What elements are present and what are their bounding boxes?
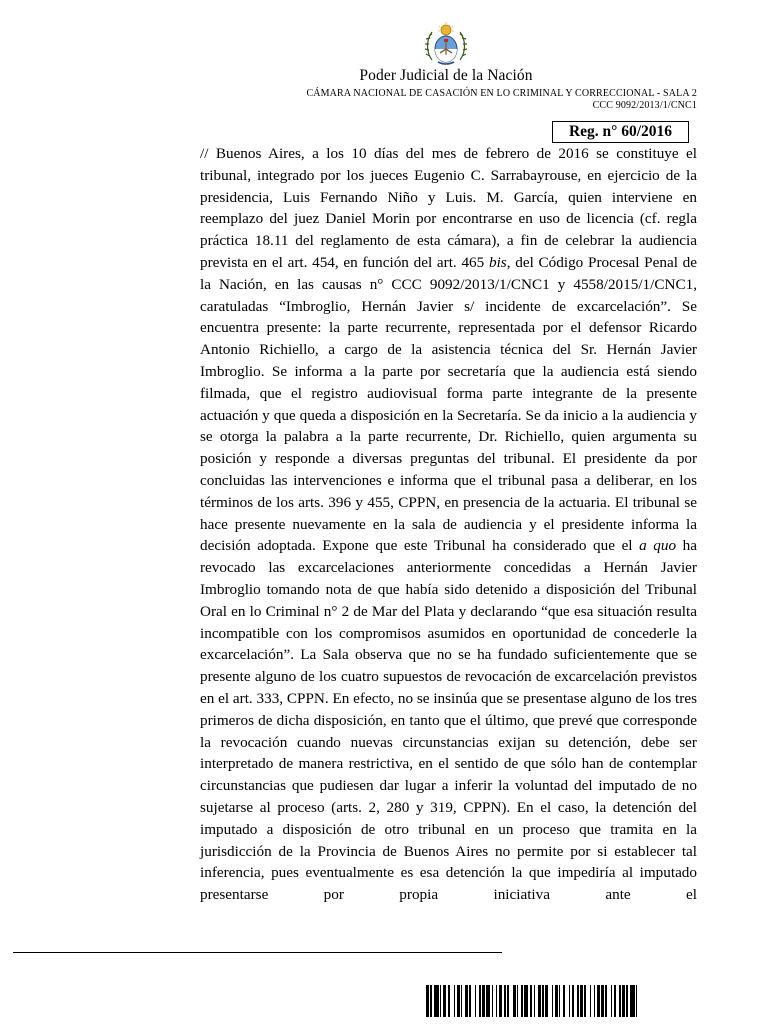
barcode-bar [496,985,497,1017]
barcode-bar [563,985,564,1017]
barcode-bar [457,985,460,1017]
barcode-bar [590,985,591,1017]
barcode-bar [434,985,438,1017]
body-text-1: // Buenos Aires, a los 10 días del mes de febrero de 2016 se constituye el tribunal, integrado por los jueces Eugenio C. Sarrabayrouse, en ejercicio de la presidencia, Luis Fernando Niño y Luis. M. García, quien interviene en reemplazo del juez Daniel Morin por encontrarse en uso de licencia (cf. regla práctica 18.11 del reglamento de esta cámara), a fin de celebrar la audiencia prevista en el art. 454, en función del art. 465 [200,145,697,271]
barcode-bar [499,985,502,1017]
barcode-bar [542,985,543,1017]
barcode-bar [577,985,578,1017]
barcode-bar [530,985,533,1017]
body-text-2: , del Código Procesal Penal de la Nación, en las causas n° CCC 9092/2013/1/CNC1 y 4558/2015/1/CNC1, caratuladas “Imbroglio, Hernán Javier s/ incidente de excarcelación”. Se encuentra presente: la parte recurrente, representada por el defensor Ricardo Antonio Richiello, a cargo de la asistencia técnica del Sr. Hernán Javier Imbroglio. Se informa a la parte por secretaría que la audiencia está siendo filmada, que el registro audiovisual forma parte integrante de la presente actuación y que queda a disposición en la Secretaría. Se da inicio a la audiencia y se otorga la palabra a la parte recurrente, Dr. Richiello, quien argumenta su posición y responde a diversas preguntas del tribunal. El presidente da por concluidas las intervenciones e informa que el tribunal pasa a deliberar, en los términos de los arts. 396 y 455, CPPN, en presencia de la actuaria. El tribunal se hace presente nuevamente en la sala de audiencia y el presidente informa la decisión adoptada. Expone que este Tribunal ha considerado que el [200,253,697,555]
barcode-bar [479,985,480,1017]
barcode-bar [513,985,516,1017]
barcode-bar [619,985,620,1017]
barcode-bar [507,985,508,1017]
barcode-bar [626,985,627,1017]
barcode-bar [552,985,553,1017]
registry-number-box: Reg. n° 60/2016 [552,121,689,143]
barcode-bar [448,985,449,1017]
barcode-bar [524,985,528,1017]
body-italic-bis: bis [488,253,507,271]
page-title: Poder Judicial de la Nación [359,67,533,84]
barcode-bar [461,985,462,1017]
barcode-bar [486,985,490,1017]
case-number: CCC 9092/2013/1/CNC1 [592,99,697,111]
barcode-bar [475,985,476,1017]
barcode-bar [454,985,455,1017]
document-body [200,143,697,906]
barcode-bar [482,985,485,1017]
barcode-bar [622,985,625,1017]
barcode-icon [426,985,760,1017]
barcode-bar [636,985,637,1017]
barcode-bar [538,985,541,1017]
barcode-bar [430,985,431,1017]
barcode-bar [504,985,505,1017]
barcode-bar [545,985,548,1017]
court-header [306,88,697,111]
barcode-bar [469,985,470,1017]
barcode-bar [534,985,535,1017]
barcode-bar [614,985,617,1017]
barcode-bar [492,985,493,1017]
barcode-bar [440,985,441,1017]
body-italic-a-quo: a quo [639,537,677,555]
footnote-separator [13,952,502,953]
barcode-bar [584,985,585,1017]
barcode-bar [521,985,522,1017]
body-paragraph [200,143,697,906]
barcode-bar [559,985,560,1017]
court-name: CÁMARA NACIONAL DE CASACIÓN EN LO CRIMINAL Y CORRECCIONAL - SALA 2 [306,88,697,99]
barcode-bar [569,985,570,1017]
argentina-coat-of-arms-icon [424,22,468,68]
barcode-bar [605,985,606,1017]
barcode-bar [555,985,558,1017]
barcode-bar [630,985,634,1017]
barcode-bar [443,985,446,1017]
barcode-bar [517,985,518,1017]
body-text-3: ha revocado las excarcelaciones anteriormente concedidas a Hernán Javier Imbroglio tomando nota de que había sido detenido a disposición del Tribunal Oral en lo Criminal n° 2 de Mar del Plata y declarando “que esa situación resulta incompatible con los compromisos asumidos en oportunidad de concederle la excarcelación”. La Sala observa que no se ha fundado suficientemente que se presente alguno de los cuatro supuestos de revocación de excarcelación previstos en el art. 333, CPPN. En efecto, no se insinúa que se presentase alguno de los tres primeros de dicha disposición, en tanto que el último, que prevé que corresponde la revocación cuando nuevas circunstancias exijan su detención, debe ser interpretado de manera restrictiva, en el sentido de que sólo han de contemplar circunstancias que pudiesen dar lugar a inferir la voluntad del imputado de no sujetarse al proceso (arts. 2, 280 y 319, CPPN). En el caso, la detención del imputado a disposición de otro tribunal en un proceso que tramita en la jurisdicción de la Provincia de Buenos Aires no permite por si establecer tal inferencia, pues eventualmente es esa detención la que impediría al imputado presentarse por propia iniciativa ante el [200,537,697,904]
barcode-bar [594,985,595,1017]
barcode-bar [465,985,468,1017]
barcode-bar [597,985,600,1017]
barcode-bar [601,985,604,1017]
barcode-bar [611,985,612,1017]
barcode-bar [426,985,429,1017]
barcode-bar [572,985,575,1017]
barcode-bar [580,985,583,1017]
